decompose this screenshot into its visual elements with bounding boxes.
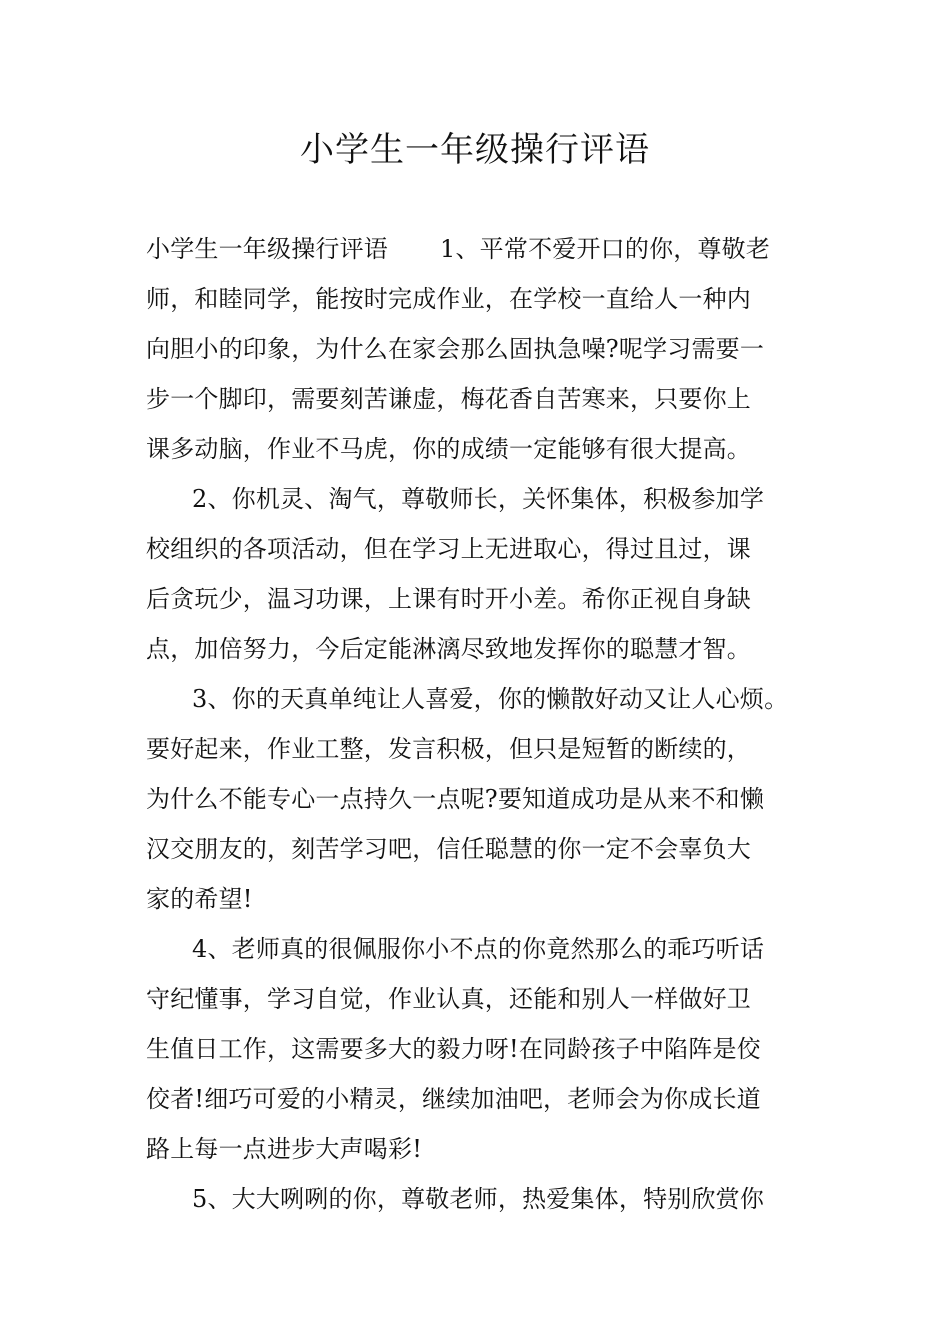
paragraph-start-line: 5、大大咧咧的你，尊敬老师，热爱集体，特别欣赏你	[192, 1185, 765, 1213]
text-line: 生值日工作，这需要多大的毅力呀!在同龄孩子中陷阵是佼	[146, 1035, 761, 1063]
text-line: 汉交朋友的，刻苦学习吧，信任聪慧的你一定不会辜负大	[146, 835, 751, 863]
paragraph-start-line: 4、老师真的很佩服你小不点的你竟然那么的乖巧听话	[192, 935, 765, 963]
text-line: 步一个脚印，需要刻苦谦虚，梅花香自苦寒来，只要你上	[146, 385, 751, 413]
text-line: 后贪玩少，温习功课，上课有时开小差。希你正视自身缺	[146, 585, 751, 613]
text-line: 家的希望!	[146, 885, 253, 913]
document-body	[146, 224, 816, 1224]
text-line: 向胆小的印象，为什么在家会那么固执急噪?呢学习需要一	[146, 335, 765, 363]
text-line: 要好起来，作业工整，发言积极，但只是短暂的断续的，	[146, 735, 751, 763]
paragraph-start-line: 2、你机灵、淘气，尊敬师长，关怀集体，积极参加学	[192, 485, 765, 513]
text-line: 守纪懂事，学习自觉，作业认真，还能和别人一样做好卫	[146, 985, 751, 1013]
text-line: 校组织的各项活动，但在学习上无进取心，得过且过，课	[146, 535, 751, 563]
text-line: 课多动脑，作业不马虎，你的成绩一定能够有很大提高。	[146, 435, 751, 463]
page-title: 小学生一年级操行评语	[300, 130, 650, 170]
inline-heading: 小学生一年级操行评语	[146, 235, 388, 263]
text-line: 佼者!细巧可爱的小精灵，继续加油吧，老师会为你成长道	[146, 1085, 761, 1113]
paragraph-start-line: 3、你的天真单纯让人喜爱，你的懒散好动又让人心烦。	[192, 685, 789, 713]
text-line: 点，加倍努力，今后定能淋漓尽致地发挥你的聪慧才智。	[146, 635, 751, 663]
text-line: 为什么不能专心一点持久一点呢?要知道成功是从来不和懒	[146, 785, 765, 813]
text-line: 师，和睦同学，能按时完成作业，在学校一直给人一种内	[146, 285, 751, 313]
text-line	[146, 224, 816, 274]
line-text: 1、平常不爱开口的你，尊敬老	[440, 235, 771, 263]
text-line: 路上每一点进步大声喝彩!	[146, 1135, 423, 1163]
